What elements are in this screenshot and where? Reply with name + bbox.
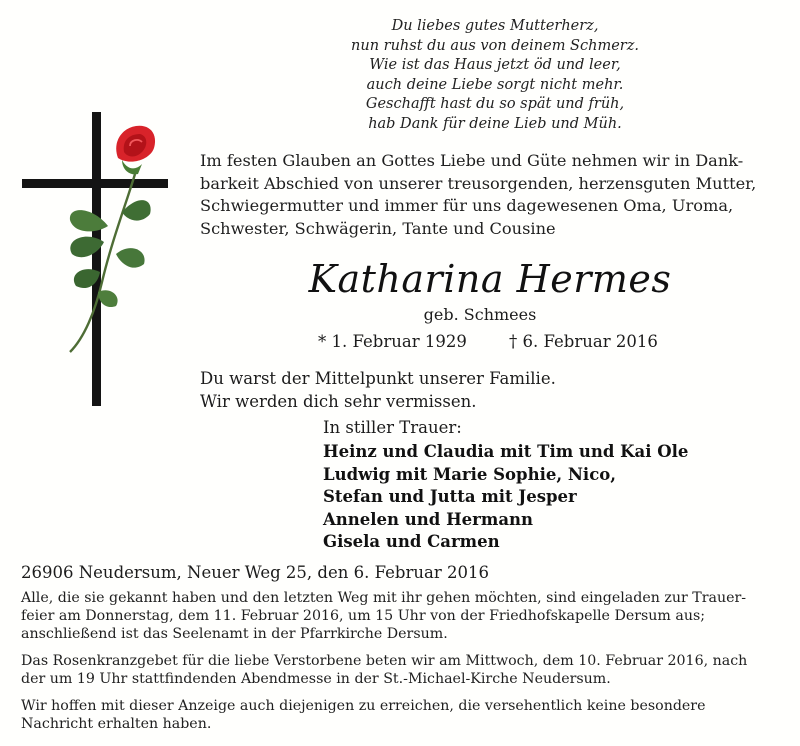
notice-line: Nachricht erhalten haben. bbox=[21, 716, 212, 733]
cross-horizontal-beam bbox=[22, 179, 168, 188]
intro-line: Schwiegermutter und immer für uns dagewesenen Oma, Uroma, bbox=[200, 196, 734, 216]
family-message bbox=[200, 368, 600, 413]
poem-line: auch deine Liebe sorgt nicht mehr. bbox=[366, 76, 624, 93]
mourner-entry: Ludwig mit Marie Sophie, Nico, bbox=[323, 464, 616, 484]
cross-vertical-beam bbox=[92, 112, 101, 406]
notice-line: der um 19 Uhr stattfindenden Abendmesse in der St.-Michael-Kirche Neudersum. bbox=[21, 671, 611, 688]
poem-line: Geschafft hast du so spät und früh, bbox=[365, 96, 625, 113]
intro-line: Schwester, Schwägerin, Tante und Cousine bbox=[200, 218, 556, 238]
message-line: Du warst der Mittelpunkt unserer Familie. bbox=[200, 369, 556, 388]
intro-line: barkeit Abschied von unserer treusorgenden, herzensguten Mutter, bbox=[200, 173, 757, 193]
address-line: 26906 Neudersum, Neuer Weg 25, den 6. Februar 2016 bbox=[21, 563, 489, 582]
mourner-entry: Stefan und Jutta mit Jesper bbox=[323, 487, 577, 507]
notice-line: Alle, die sie gekannt haben und den letzten Weg mit ihr gehen möchten, sind eingeladen zur Trauer- bbox=[21, 590, 747, 606]
notice-line: anschließend ist das Seelenamt in der Pfarrkirche Dersum. bbox=[21, 626, 448, 643]
notice-line: Wir hoffen mit dieser Anzeige auch diejenigen zu erreichen, die versehentlich keine besondere bbox=[21, 698, 706, 714]
poem-line: Wie ist das Haus jetzt öd und leer, bbox=[369, 57, 621, 74]
maiden-name: geb. Schmees bbox=[423, 305, 537, 324]
poem-line: hab Dank für deine Lieb und Müh. bbox=[368, 115, 622, 132]
rose-icon bbox=[116, 126, 155, 175]
intro-line: Im festen Glauben an Gottes Liebe und Güte nehmen wir in Dank- bbox=[200, 151, 744, 170]
notice-line: Das Rosenkranzgebet für die liebe Verstorbene beten wir am Mittwoch, dem 10. Februar 2016, nach bbox=[21, 653, 748, 669]
mourner-entry: Annelen und Hermann bbox=[323, 509, 533, 529]
funeral-notice bbox=[21, 589, 779, 644]
birth-date: * 1. Februar 1929 bbox=[318, 332, 467, 351]
poem bbox=[250, 17, 740, 135]
deceased-name: Katharina Hermes bbox=[308, 257, 672, 301]
rosary-notice bbox=[21, 652, 779, 688]
mourner-entry: Gisela und Carmen bbox=[323, 532, 500, 552]
notice-line: feier am Donnerstag, dem 11. Februar 2016, um 15 Uhr von der Friedhofskapelle Dersum aus; bbox=[21, 608, 706, 625]
poem-line: Du liebes gutes Mutterherz, bbox=[391, 18, 599, 34]
death-date: † 6. Februar 2016 bbox=[509, 332, 658, 351]
cross-icon bbox=[22, 112, 172, 408]
poem-line: nun ruhst du aus von deinem Schmerz. bbox=[351, 37, 639, 54]
intro-text bbox=[200, 150, 782, 240]
cross-with-rose bbox=[22, 112, 172, 408]
apology-notice bbox=[21, 697, 779, 733]
message-line: Wir werden dich sehr vermissen. bbox=[200, 391, 477, 411]
mourner-entry: Heinz und Claudia mit Tim und Kai Ole bbox=[323, 442, 689, 461]
mourners-list bbox=[323, 441, 763, 554]
mourning-label: In stiller Trauer: bbox=[323, 418, 462, 437]
